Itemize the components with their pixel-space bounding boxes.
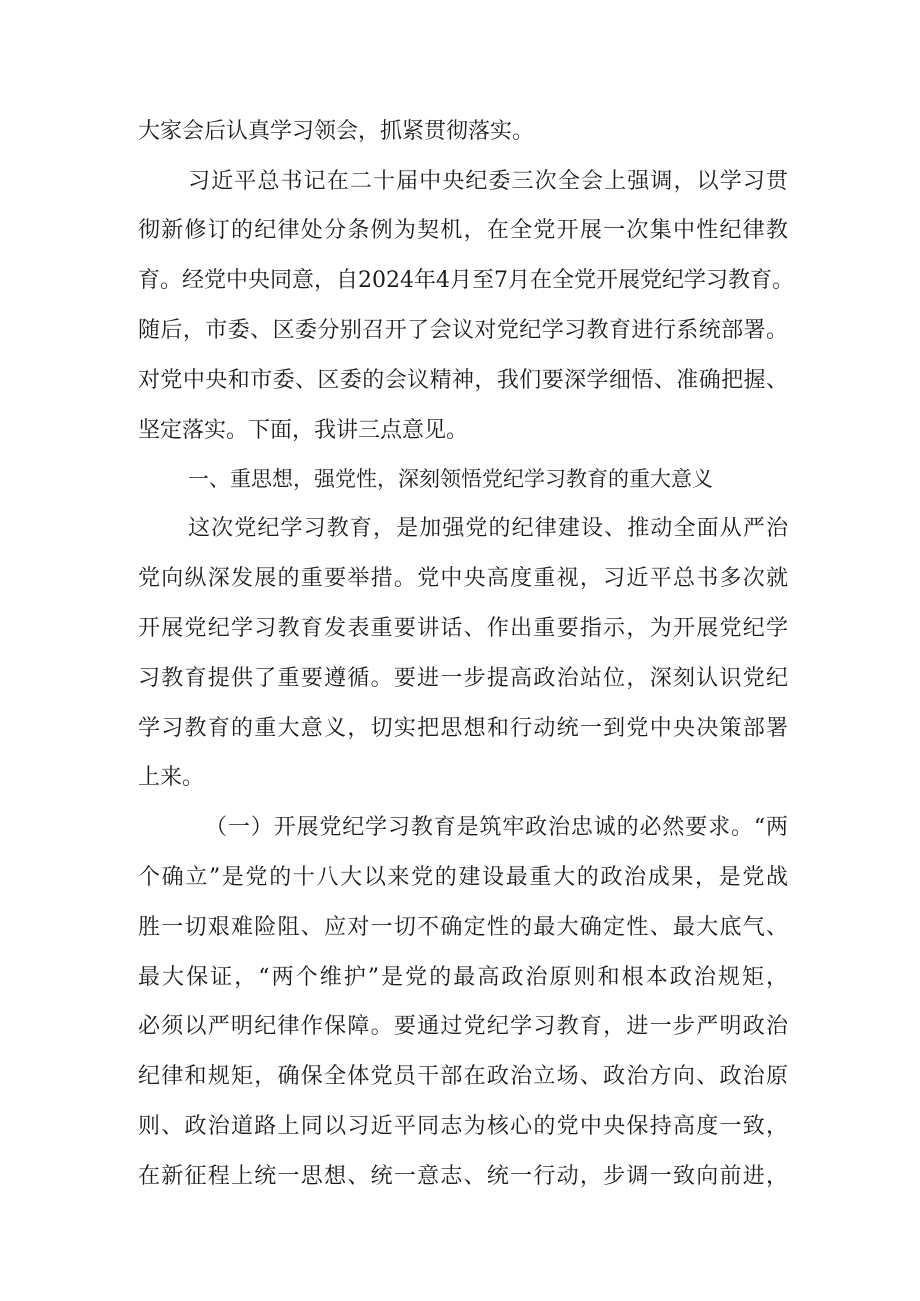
paragraph-line: 随后，市委、区委分别召开了会议对党纪学习教育进行系统部署。 [138, 318, 788, 343]
paragraph-line: 党向纵深发展的重要举措。党中央高度重视，习近平总书多次就 [138, 566, 788, 591]
paragraph-line: 开展党纪学习教育发表重要讲话、作出重要指示，为开展党纪学 [138, 616, 788, 641]
paragraph-line: 个确立”是党的十八大以来党的建设最重大的政治成果，是党战 [138, 865, 788, 890]
paragraph-line: 最大保证，“两个维护”是党的最高政治原则和根本政治规矩， [138, 965, 788, 990]
paragraph-line: 纪律和规矩，确保全体党员干部在政治立场、政治方向、政治原 [138, 1064, 788, 1089]
paragraph-line: 这次党纪学习教育，是加强党的纪律建设、推动全面从严治 [188, 516, 788, 541]
subsection-line: （一）开展党纪学习教育是筑牢政治忠诚的必然要求。“两 [205, 815, 788, 840]
paragraph-line: 育。经党中央同意，自2024年4月至7月在全党开展党纪学习教育。 [138, 268, 794, 293]
paragraph-line: 习教育提供了重要遵循。要进一步提高政治站位，深刻认识党纪 [138, 666, 788, 691]
paragraph-line: 上来。 [138, 765, 205, 790]
paragraph-line: 对党中央和市委、区委的会议精神，我们要深学细悟、准确把握、 [138, 368, 788, 393]
paragraph-line: 彻新修订的纪律处分条例为契机，在全党开展一次集中性纪律教 [138, 218, 788, 243]
paragraph-line: 必须以严明纪律作保障。要通过党纪学习教育，进一步严明政治 [138, 1014, 788, 1039]
paragraph-line: 在新征程上统一思想、统一意志、统一行动，步调一致向前进， [138, 1164, 788, 1189]
paragraph-line: 学习教育的重大意义，切实把思想和行动统一到党中央决策部署 [138, 716, 788, 741]
paragraph-line: 则、政治道路上同以习近平同志为核心的党中央保持高度一致， [138, 1114, 788, 1139]
section-heading: 一、重思想，强党性，深刻领悟党纪学习教育的重大意义 [188, 467, 713, 491]
paragraph-line: 习近平总书记在二十届中央纪委三次全会上强调，以学习贯 [188, 169, 788, 194]
paragraph-line: 胜一切艰难险阻、应对一切不确定性的最大确定性、最大底气、 [138, 915, 788, 940]
paragraph-line: 大家会后认真学习领会，抓紧贯彻落实。 [138, 119, 535, 144]
paragraph-line: 坚定落实。下面，我讲三点意见。 [138, 418, 469, 443]
